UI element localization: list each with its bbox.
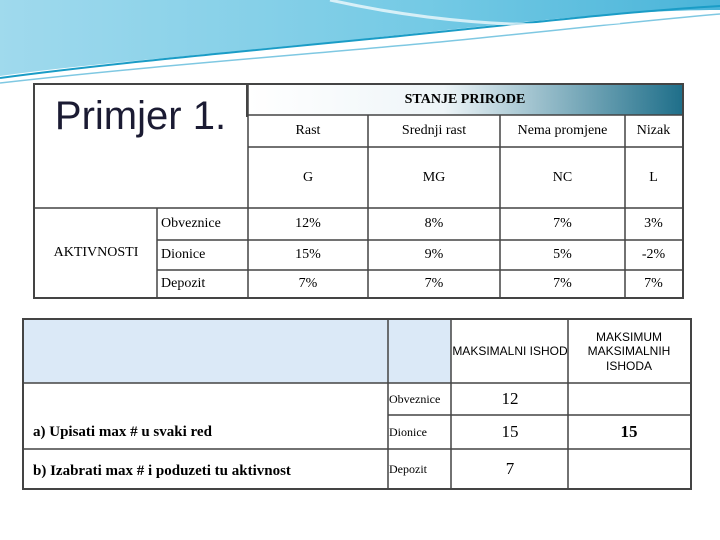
step-a-text: a) Upisati max # u svaki red [33, 423, 212, 440]
max-outcome-value: 15 [501, 422, 519, 441]
max-outcome-header: MAKSIMALNI ISHOD [452, 344, 568, 359]
states-header: STANJE PRIRODE [404, 92, 526, 107]
table-cell: 7% [553, 275, 572, 291]
maximax-header: MAKSIMUM MAKSIMALNIH ISHODA [587, 329, 671, 373]
table-cell: 7% [424, 275, 444, 291]
activity-label: Dionice [161, 247, 206, 262]
activity-label: Depozit [161, 275, 206, 291]
decision-table [33, 83, 684, 299]
decorative-wave [0, 0, 720, 90]
state-label: Nema promjene [517, 123, 608, 138]
table-cell: 7% [298, 275, 318, 291]
table-cell: 8% [424, 216, 444, 231]
state-label: Rast [295, 123, 321, 138]
state-label: Nizak [636, 123, 671, 138]
step-b-text: b) Izabrati max # i poduzeti tu aktivnost [33, 462, 291, 479]
state-label: Srednji rast [401, 123, 467, 138]
slide-title: Primjer 1. [54, 93, 227, 138]
state-code: G [302, 169, 314, 185]
table-cell: 3% [644, 216, 663, 231]
maximax-value: 15 [620, 422, 638, 441]
table-cell: 7% [553, 216, 572, 231]
max-outcome-value: 7 [505, 459, 515, 478]
activity-label: Dionice [389, 424, 427, 439]
activity-label: Obveznice [389, 391, 441, 406]
table-cell: 12% [295, 216, 321, 231]
table-cell: -2% [641, 247, 666, 262]
table-cell: 9% [424, 247, 444, 262]
state-code: L [649, 169, 658, 185]
row-group-label: AKTIVNOSTI [53, 244, 139, 260]
activity-label: Depozit [389, 461, 427, 476]
max-outcome-value: 12 [501, 389, 519, 408]
table-cell: 7% [644, 275, 663, 291]
state-code: MG [422, 169, 446, 185]
state-code: NC [552, 169, 573, 185]
table-cell: 5% [553, 247, 572, 262]
activity-label: Obveznice [161, 216, 221, 231]
table-cell: 15% [295, 247, 321, 262]
